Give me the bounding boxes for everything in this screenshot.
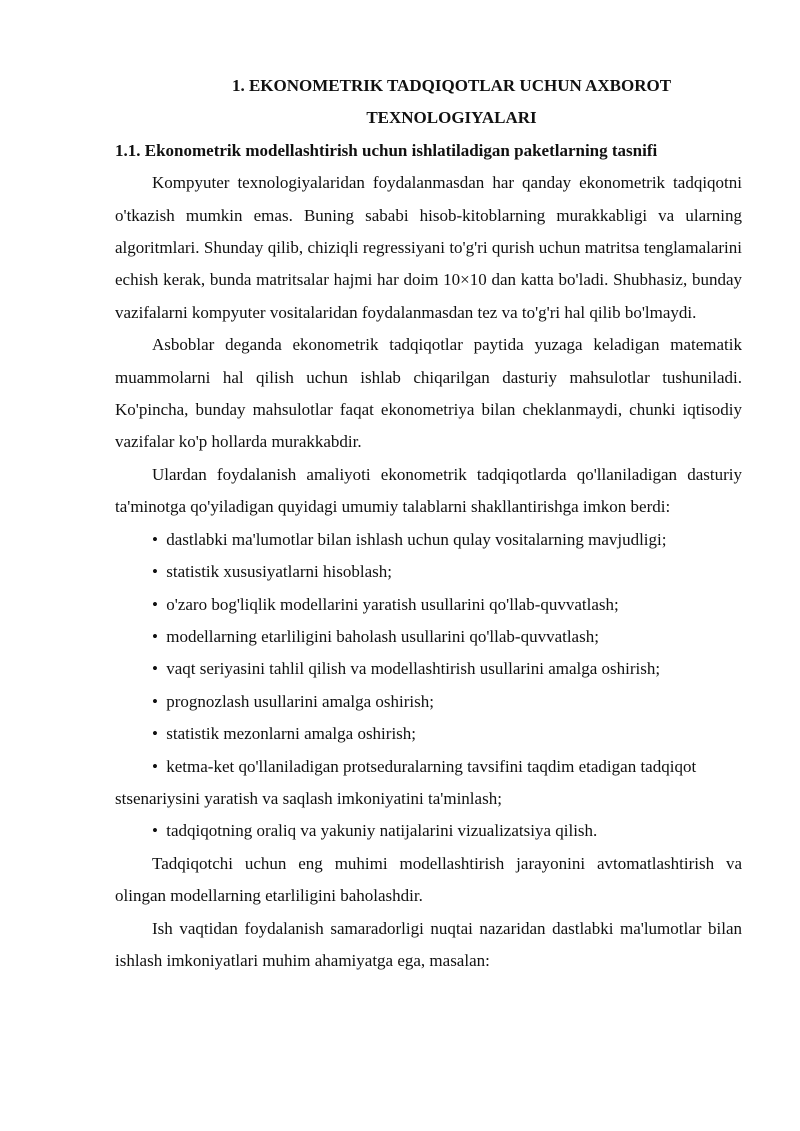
list-item (115, 524, 742, 556)
list-item-text: modellarning etarliligini baholash usullarini qo'llab-quvvatlash; (166, 626, 599, 646)
list-item-text: prognozlash usullarini amalga oshirish; (166, 691, 434, 711)
bullet-icon: • (152, 659, 158, 679)
intro-paragraphs (115, 167, 742, 523)
requirements-list (115, 524, 742, 848)
paragraph: Ish vaqtidan foydalanish samaradorligi nuqtai nazaridan dastlabki ma'lumotlar bilan ishlash imkoniyatlari muhim ahamiyatga ega, masalan: (115, 918, 742, 970)
list-item-text: tadqiqotning oraliq va yakuniy natijalarini vizualizatsiya qilish. (166, 821, 598, 841)
bullet-icon: • (152, 594, 158, 614)
list-item (115, 653, 742, 685)
bullet-icon: • (152, 562, 158, 582)
section-title: 1.1. Ekonometrik modellashtirish uchun ishlatiladigan paketlarning tasnifi (115, 140, 658, 160)
bullet-icon: • (152, 691, 158, 711)
list-item-text: o'zaro bog'liqlik modellarini yaratish usullarini qo'llab-quvvatlash; (166, 594, 619, 614)
list-item (115, 815, 742, 847)
document-page (115, 70, 742, 977)
list-item-text: vaqt seriyasini tahlil qilish va modellashtirish usullarini amalga oshirish; (166, 659, 661, 679)
bullet-icon: • (152, 626, 158, 646)
list-item-text: statistik xususiyatlarni hisoblash; (166, 562, 392, 582)
list-item (115, 621, 742, 653)
list-item-text: dastlabki ma'lumotlar bilan ishlash uchun qulay vositalarning mavjudligi; (166, 529, 667, 549)
paragraph: Tadqiqotchi uchun eng muhimi modellashtirish jarayonini avtomatlashtirish va olingan modellarning etarliligini baholashdir. (115, 853, 742, 906)
bullet-icon: • (152, 821, 158, 841)
paragraph: Asboblar deganda ekonometrik tadqiqotlar paytida yuzaga keladigan matematik muammolarni hal qilish uchun ishlab chiqarilgan dasturiy mahsulotlar tushuniladi. Ko'pincha, bunday mahsulotlar faqat ekonometriya bilan cheklanmaydi, chunki iqtisodiy vazifalar ko'p hollarda murakkabdir. (115, 335, 742, 452)
list-item-text: statistik mezonlarni amalga oshirish; (166, 724, 417, 744)
closing-paragraphs (115, 848, 742, 978)
list-item (115, 556, 742, 588)
chapter-title: 1. EKONOMETRIK TADQIQOTLAR UCHUN AXBOROT TEXNOLOGIYALARI (231, 76, 672, 128)
list-item (115, 686, 742, 718)
list-item (115, 589, 742, 621)
paragraph: Ulardan foydalanish amaliyoti ekonometrik tadqiqotlarda qo'llaniladigan dasturiy ta'minotga qo'yiladigan quyidagi umumiy talablarni shakllantirishga imkon berdi: (115, 464, 742, 517)
bullet-icon: • (152, 724, 158, 744)
bullet-icon: • (152, 756, 158, 776)
bullet-icon: • (152, 529, 158, 549)
list-item-text: ketma-ket qo'llaniladigan protseduralarning tavsifini taqdim etadigan tadqiqot stsenariysini yaratish va saqlash imkoniyatini ta'minlash; (115, 756, 697, 808)
paragraph: Kompyuter texnologiyalaridan foydalanmasdan har qanday ekonometrik tadqiqotni o'tkazish mumkin emas. Buning sababi hisob-kitoblarning murakkabligi va ularning algoritmlari. Shunday qilib, chiziqli regressiyani to'g'ri qurish uchun matritsa tenglamalarini echish kerak, bunda matritsalar hajmi har doim 10×10 dan katta bo'ladi. Shubhasiz, bunday vazifalarni kompyuter vositalaridan foydalanmasdan tez va to'g'ri hal qilib bo'lmaydi. (115, 173, 742, 322)
list-item (115, 751, 742, 816)
list-item (115, 718, 742, 750)
